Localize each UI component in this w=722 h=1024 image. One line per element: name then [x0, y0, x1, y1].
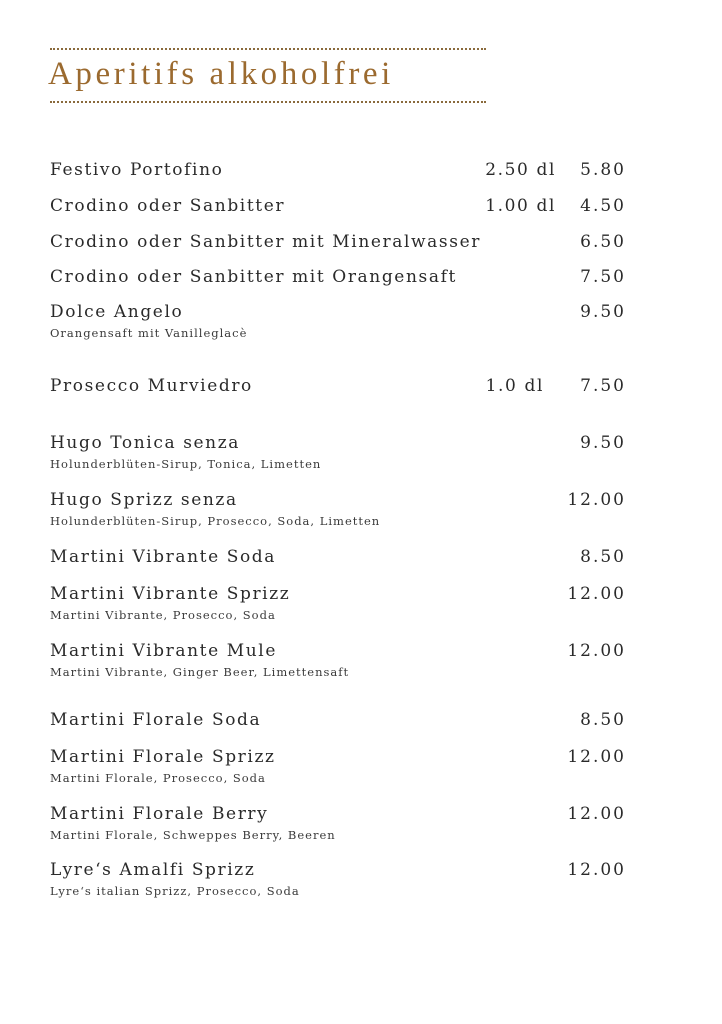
item-description: Lyre‘s italian Sprizz, Prosecco, Soda: [50, 884, 300, 898]
title-dotted-rule-bottom: [50, 101, 486, 103]
item-name: Martini Vibrante Mule: [50, 641, 277, 661]
item-price: 12.00: [567, 860, 626, 880]
title-dotted-rule-top: [50, 48, 486, 50]
item-volume: 1.00 dl: [485, 196, 556, 216]
item-price: 4.50: [580, 196, 626, 216]
item-price: 12.00: [567, 804, 626, 824]
item-price: 6.50: [580, 232, 626, 252]
item-description: Martini Vibrante, Prosecco, Soda: [50, 608, 276, 622]
item-price: 9.50: [580, 433, 626, 453]
item-price: 5.80: [580, 160, 626, 180]
item-name: Martini Vibrante Sprizz: [50, 584, 291, 604]
item-volume: 1.0 dl: [485, 376, 544, 396]
item-name: Martini Florale Sprizz: [50, 747, 276, 767]
item-description: Holunderblüten-Sirup, Tonica, Limetten: [50, 457, 322, 471]
item-price: 12.00: [567, 747, 626, 767]
page-title: Aperitifs alkoholfrei: [48, 56, 394, 92]
item-name: Festivo Portofino: [50, 160, 224, 180]
item-price: 7.50: [580, 376, 626, 396]
item-name: Martini Florale Soda: [50, 710, 262, 730]
item-name: Prosecco Murviedro: [50, 376, 253, 396]
item-name: Hugo Sprizz senza: [50, 490, 238, 510]
item-price: 8.50: [580, 710, 626, 730]
item-name: Martini Florale Berry: [50, 804, 269, 824]
item-volume: 2.50 dl: [485, 160, 556, 180]
item-name: Hugo Tonica senza: [50, 433, 241, 453]
item-price: 12.00: [567, 641, 626, 661]
item-name: Lyre‘s Amalfi Sprizz: [50, 860, 256, 880]
item-price: 12.00: [567, 490, 626, 510]
item-description: Orangensaft mit Vanilleglacè: [50, 326, 248, 340]
item-description: Holunderblüten-Sirup, Prosecco, Soda, Limetten: [50, 514, 381, 528]
item-name: Dolce Angelo: [50, 302, 184, 322]
item-name: Crodino oder Sanbitter: [50, 196, 286, 216]
item-description: Martini Florale, Prosecco, Soda: [50, 771, 266, 785]
item-price: 9.50: [580, 302, 626, 322]
item-price: 12.00: [567, 584, 626, 604]
item-price: 8.50: [580, 547, 626, 567]
item-description: Martini Vibrante, Ginger Beer, Limettensaft: [50, 665, 350, 679]
item-name: Crodino oder Sanbitter mit Orangensaft: [50, 267, 457, 287]
item-name: Crodino oder Sanbitter mit Mineralwasser: [50, 232, 481, 252]
item-price: 7.50: [580, 267, 626, 287]
item-description: Martini Florale, Schweppes Berry, Beeren: [50, 828, 336, 842]
item-name: Martini Vibrante Soda: [50, 547, 277, 567]
